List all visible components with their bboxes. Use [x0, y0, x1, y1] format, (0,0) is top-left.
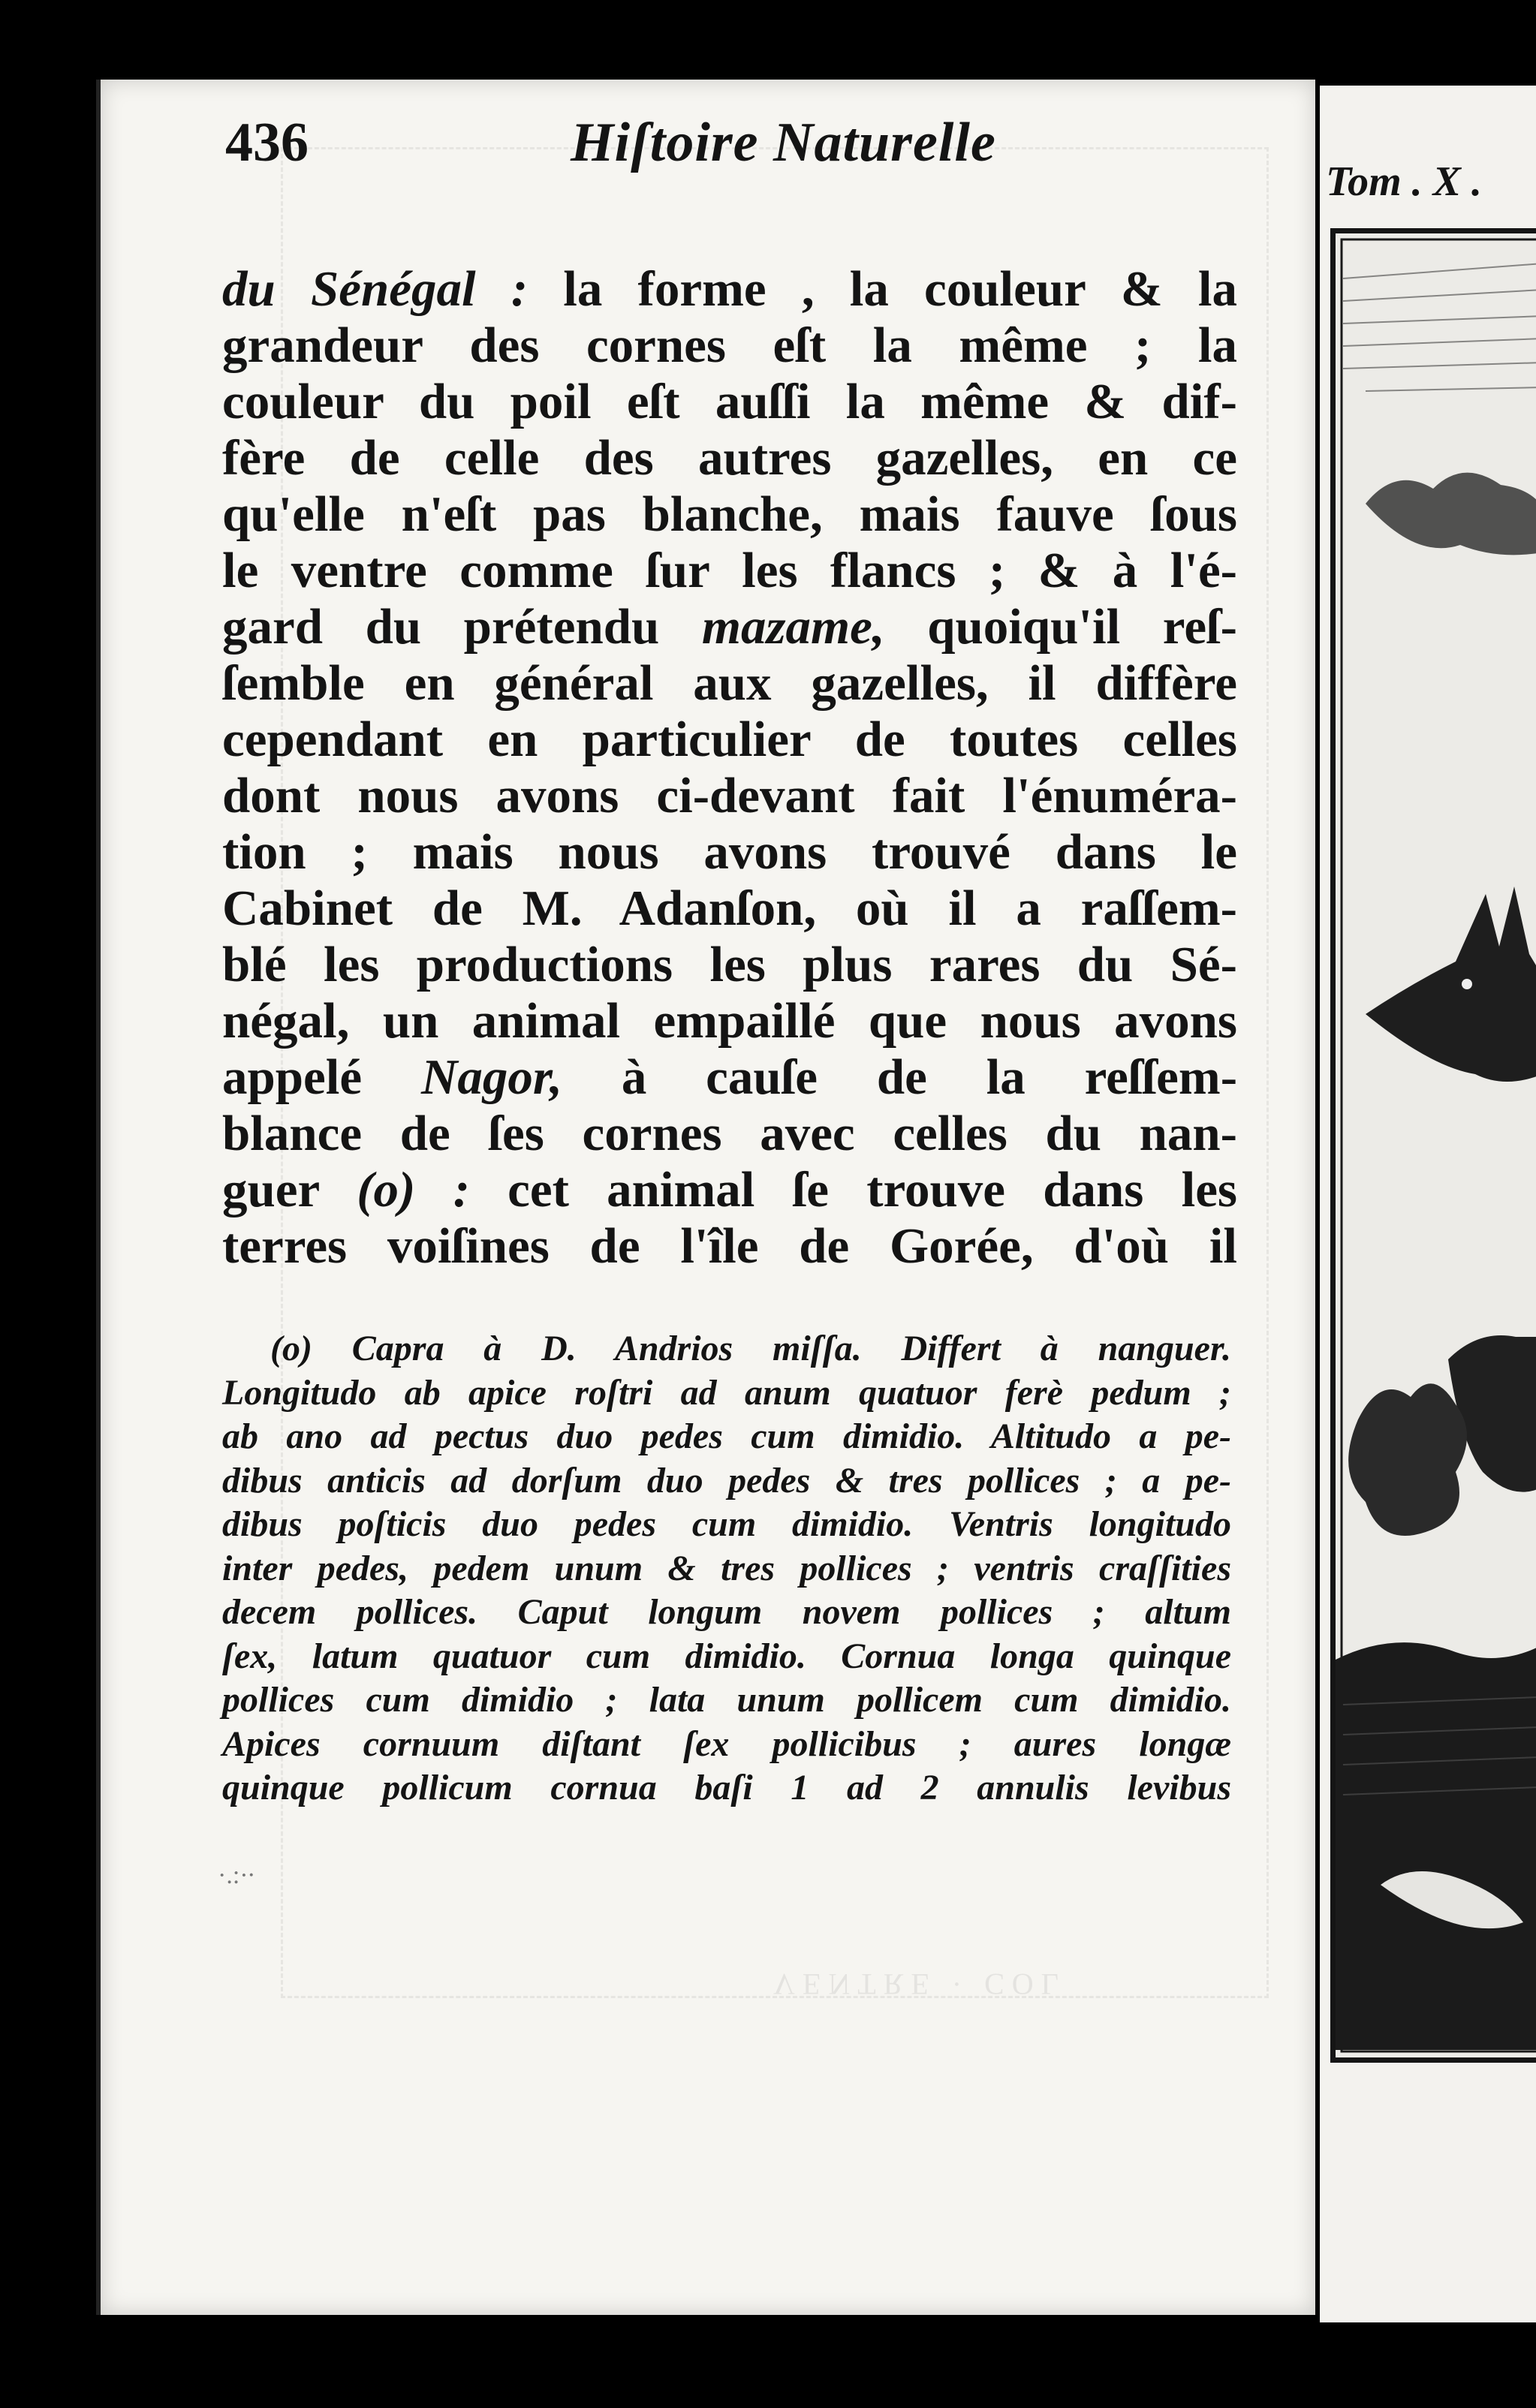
running-head — [225, 111, 1231, 201]
footnote-line: pollices cum dimidio ; lata unum pollicem cum dimidio. — [222, 1680, 1231, 1720]
footnote — [222, 1327, 1231, 1811]
footnote-line: Longitudo ab apice roſtri ad anum quatuor ferè pedum ; — [222, 1372, 1231, 1413]
body-line: qu'elle n'eſt pas blanche, mais fauve ſous — [222, 486, 1237, 542]
body-line: cependant en particulier de toutes celles — [222, 712, 1237, 767]
body-line: terres voiſines de l'île de Gorée, d'où il — [222, 1218, 1237, 1274]
body-line: blance de ſes cornes avec celles du nan- — [222, 1106, 1237, 1161]
footnote-line: (o) Capra à D. Andrios miſſa. Differt à nanguer. — [270, 1329, 1231, 1368]
footnote-line: quinque pollicum cornua baſi 1 ad 2 annulis levibus — [222, 1768, 1231, 1808]
body-line: ſemble en général aux gazelles, il diffère — [222, 655, 1237, 711]
italic-word: mazame, — [701, 599, 885, 655]
bleed-through-text: VENTRE · COL — [773, 1967, 1068, 2001]
body-line: du Sénégal : la forme , la couleur & la — [222, 261, 1237, 317]
italic-word: Nagor, — [420, 1049, 562, 1105]
italic-word: (o) : — [357, 1162, 470, 1218]
body-line: blé les productions les plus rares du Sé- — [222, 937, 1237, 992]
italic-lead: du Sénégal : — [222, 261, 529, 317]
body-line: fère de celle des autres gazelles, en ce — [222, 430, 1237, 486]
body-line: couleur du poil eſt auſſi la même & dif- — [222, 374, 1237, 429]
footnote-line: inter pedes, pedem unum & tres pollices ; ventris craſſities — [222, 1548, 1231, 1588]
body-line: dont nous avons ci-devant fait l'énuméra- — [222, 768, 1237, 823]
footnote-line: ſex, latum quatuor cum dimidio. Cornua longa quinque — [222, 1636, 1231, 1676]
body-line: appelé Nagor, à cauſe de la reſſem- — [222, 1049, 1237, 1105]
page-number: 436 — [225, 112, 309, 173]
antelope-eye — [1462, 979, 1472, 989]
plate-volume-label: Tom . X . — [1326, 158, 1482, 205]
body-line: guer (o) : cet animal ſe trouve dans les — [222, 1162, 1238, 1218]
body-line: le ventre comme ſur les flancs ; & à l'é- — [222, 543, 1237, 598]
footnote-line: dibus anticis ad dorſum duo pedes & tres pollices ; a pe- — [222, 1460, 1231, 1500]
right-page-plate — [1320, 86, 1536, 2322]
footnote-line: ab ano ad pectus duo pedes cum dimidio. Altitudo a pe- — [222, 1416, 1231, 1456]
footnote-line: dibus poſticis duo pedes cum dimidio. Ventris longitudo — [222, 1504, 1231, 1544]
engraving-plate — [1330, 228, 1536, 2063]
paper-specks: ·.:·∙ — [218, 1862, 255, 1889]
footnote-line: decem pollices. Caput longum novem pollices ; altum — [222, 1592, 1231, 1632]
body-line: négal, un animal empaillé que nous avons — [222, 993, 1237, 1049]
footnote-line: Apices cornuum diſtant ſex pollicibus ; aures longæ — [222, 1723, 1231, 1764]
body-text — [222, 261, 1237, 1275]
body-line: Cabinet de M. Adanſon, où il a raſſem- — [222, 880, 1237, 936]
running-head-title: Hiſtoire Naturelle — [571, 112, 996, 173]
body-line: gard du prétendu mazame, quoiqu'il reſ- — [222, 599, 1237, 655]
engraving-illustration — [1336, 233, 1536, 2057]
body-line: tion ; mais nous avons trouvé dans le — [222, 824, 1237, 880]
body-line: grandeur des cornes eſt la même ; la — [222, 318, 1237, 373]
